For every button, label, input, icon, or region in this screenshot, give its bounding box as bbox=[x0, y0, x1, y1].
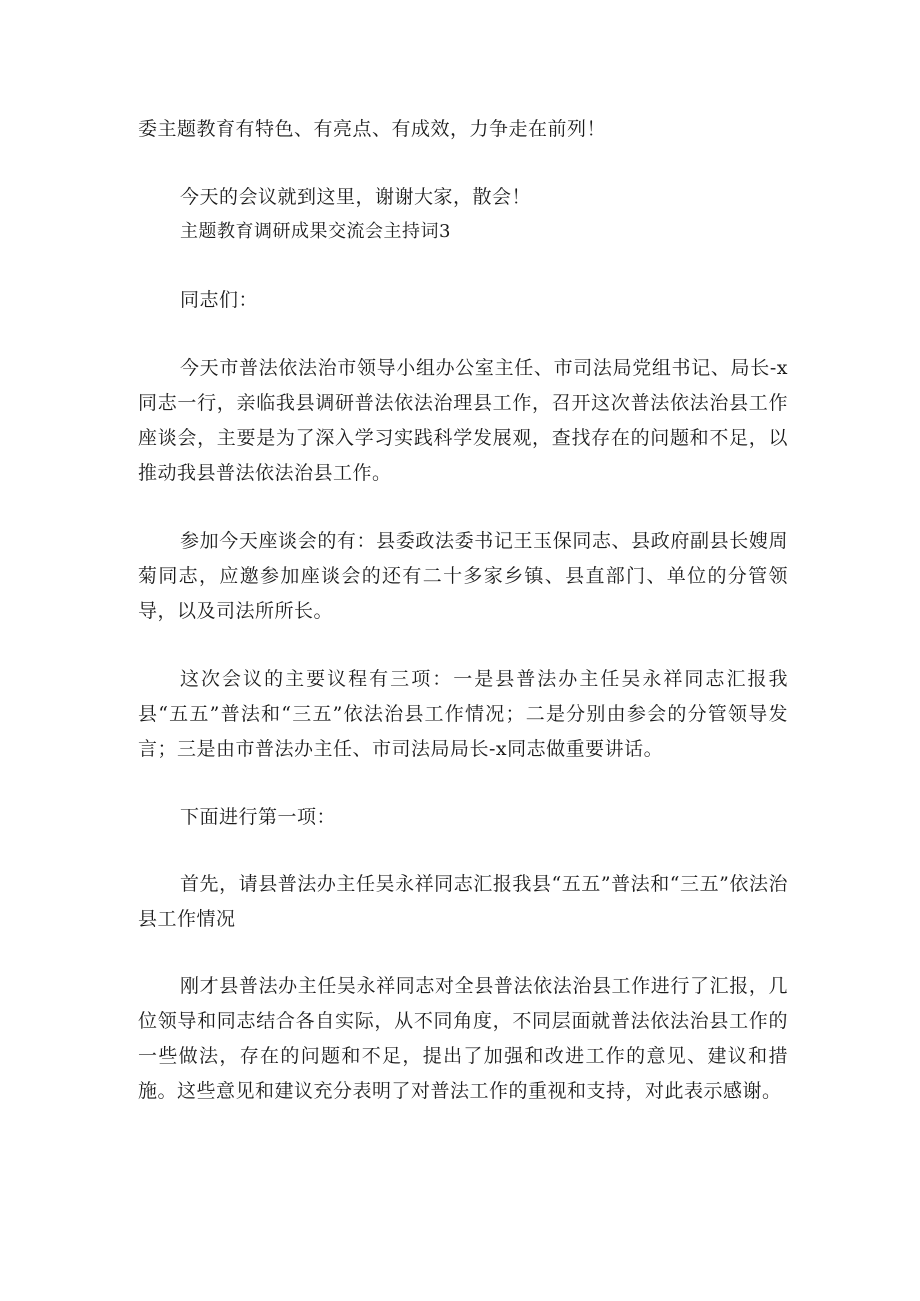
paragraph-intro: 今天市普法依法治市领导小组办公室主任、市司法局党组书记、局长-x同志一行，亲临我县调研普法依法治理县工作，召开这次普法依法治县工作座谈会，主要是为了深入学习实践科学发展观，查找存在的问题和不足，以推动我县普法依法治县工作。 bbox=[138, 357, 788, 484]
paragraph-report-request: 首先，请县普法办主任吴永祥同志汇报我县“五五”普法和“三五”依法治县工作情况 bbox=[138, 873, 788, 930]
section-title: 主题教育调研成果交流会主持词3 bbox=[180, 221, 451, 242]
paragraph-closing-fragment: 委主题教育有特色、有亮点、有成效，力争走在前列！ bbox=[138, 118, 607, 140]
paragraph-summary: 刚才县普法办主任吴永祥同志对全县普法依法治县工作进行了汇报，几位领导和同志结合各自实际，从不同角度，不同层面就普法依法治县工作的一些做法，存在的问题和不足，提出了加强和改进工作的意见、建议和措施。这些意见和建议充分表明了对普法工作的重视和支持，对此表示感谢。 bbox=[138, 975, 788, 1102]
paragraph-agenda: 这次会议的主要议程有三项：一是县普法办主任吴永祥同志汇报我县“五五”普法和“三五”依法治县工作情况；二是分别由参会的分管领导发言；三是由市普法办主任、市司法局局长-x同志做重要讲话。 bbox=[138, 668, 788, 760]
paragraph-first-item: 下面进行第一项： bbox=[180, 806, 337, 828]
paragraph-meeting-end: 今天的会议就到这里，谢谢大家，散会！ bbox=[180, 186, 532, 208]
salutation: 同志们： bbox=[180, 289, 259, 311]
paragraph-attendees: 参加今天座谈会的有：县委政法委书记王玉保同志、县政府副县长嫂周菊同志，应邀参加座谈会的还有二十多家乡镇、县直部门、单位的分管领导，以及司法所所长。 bbox=[138, 530, 788, 622]
